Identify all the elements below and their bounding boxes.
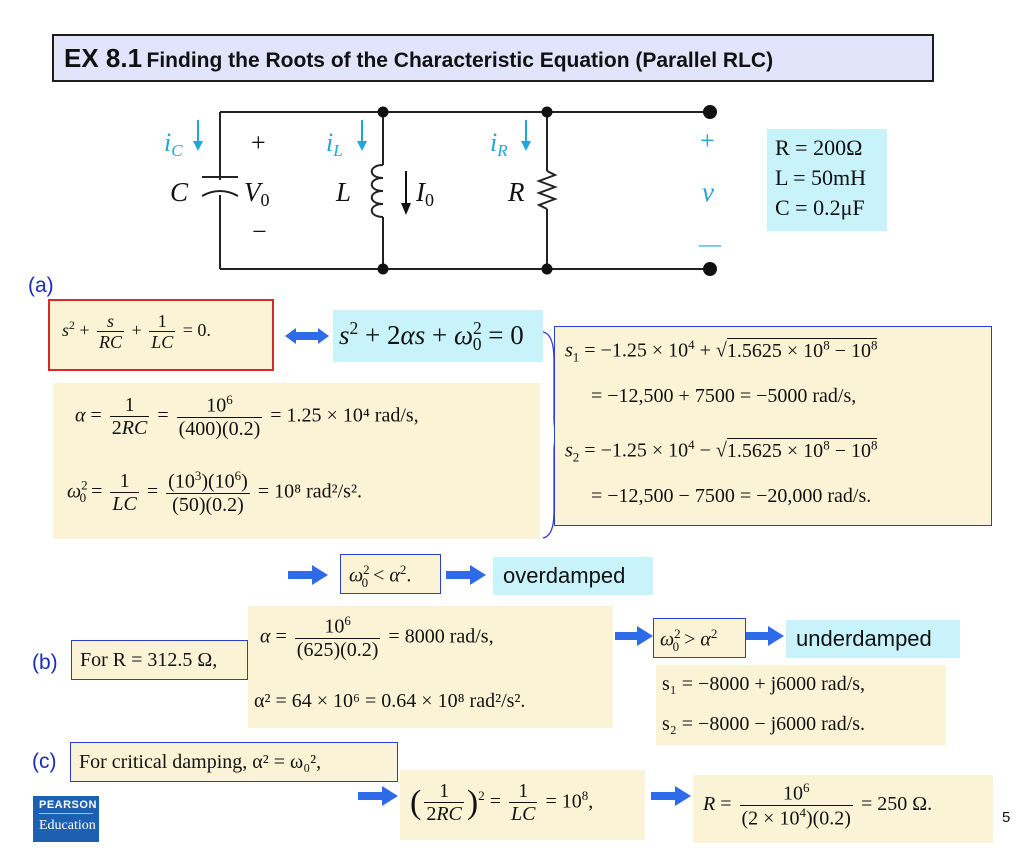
case-b-roots-box [656, 665, 946, 745]
critical-equation-box: ( $\frac{1}{2RC}$ )$^2$ = $\frac{1}{LC}$ = $10^8$, [400, 770, 645, 840]
res-label: R [508, 177, 525, 207]
arrow-icon [358, 786, 398, 806]
s2-line2: = −12,500 − 7500 = −20,000 rad/s. [591, 485, 872, 507]
page-title [64, 43, 773, 74]
c-value: C = 0.2μF [775, 195, 865, 220]
omega-lt-alpha-box: $\omega^2_0 < \alpha^2$. [340, 554, 441, 594]
omega-gt-alpha-box: $\omega^2_0 > \alpha^2$ [653, 618, 746, 658]
part-a-label: (a) [28, 274, 54, 297]
ir-arrow [521, 141, 531, 151]
minus-left: − [252, 217, 267, 246]
critical-text: For critical damping, α² = ω₀², [79, 751, 322, 773]
case-b-box: α = $\frac{10^6}{(625)(0.2)}$ = 8000 rad/s, α² = 64 × 10⁶ = 0.64 × 10⁸ rad²/s². [248, 606, 613, 728]
title-text: Finding the Roots of the Characteristic Equation (Parallel RLC) [146, 49, 774, 72]
terminal-top [703, 105, 717, 119]
critical-r-box: R = $\frac{10^6}{(2 \times 10^4)(0.2)}$ = 250 Ω. [693, 775, 993, 843]
il-arrow [357, 141, 367, 151]
alpha-omega-box: α = $\frac{1}{2RC}$ = $\frac{10^6}{(400)(0.2)}$ = 1.25 × 10⁴ rad/s, $\omega^2_0$ = $\frac{1}{LC}$ = $\frac{(10^3)(10^6)}{(50)(0.2)}$ = 10⁸ rad²/s². [53, 383, 540, 539]
inductor-coil [372, 165, 383, 217]
s2-b: s₂ = −8000 − j6000 rad/s. [662, 713, 866, 735]
roots-box: $s_1 = -1.25 \times 10^4 + √1.5625 \times 10^8 - 10^8$ = −12,500 + 7500 = −5000 rad/s, $s_2 = -1.25 \times 10^4 - √1.5625 \times 10^8 - 10^8$ = −12,500 − 7500 = −20,000 rad/s. [554, 326, 992, 526]
circuit-diagram [140, 95, 740, 285]
alpha-b-result: = 8000 rad/s, [388, 625, 494, 648]
double-arrow-icon [285, 327, 329, 345]
overdamped-label: overdamped [503, 563, 626, 588]
omega-result: = 10⁸ rad²/s². [257, 480, 362, 503]
terminal-bottom [703, 262, 717, 276]
standard-form-box: $s^2 + 2\alpha s + \omega^2_0 = 0$ [333, 310, 543, 362]
title-ex: EX 8.1 [64, 43, 143, 73]
characteristic-equation-box: $s^2$ + $\frac{s}{RC}$ + $\frac{1}{LC}$ = 0. [48, 299, 274, 371]
node-top-2 [542, 107, 553, 118]
s1-line2: = −12,500 + 7500 = −5000 rad/s, [591, 385, 857, 407]
v0-label: V0 [244, 177, 270, 210]
title-box [52, 34, 934, 82]
page-number: 5 [1002, 809, 1011, 826]
node-top-1 [378, 107, 389, 118]
il-label: iL [326, 128, 343, 160]
resistor-zigzag [539, 171, 555, 209]
ind-label: L [336, 177, 352, 207]
node-bottom-2 [542, 264, 553, 275]
node-bottom-1 [378, 264, 389, 275]
arrow-icon [446, 565, 486, 585]
arrow-icon [288, 565, 328, 585]
i0-label: I0 [416, 177, 434, 210]
s1-b: s₁ = −8000 + j6000 rad/s, [662, 673, 866, 695]
l-value: L = 50mH [775, 165, 867, 190]
arrow-icon [651, 786, 691, 806]
underdamped-label: underdamped [796, 626, 932, 651]
cap-label: C [170, 177, 189, 207]
plus-left: + [251, 128, 266, 157]
ic-arrow [193, 141, 203, 151]
r-value: R = 200Ω [775, 135, 863, 160]
v-label: v [702, 177, 714, 207]
i0-arrow [401, 203, 411, 215]
alpha-result: = 1.25 × 10⁴ rad/s, [270, 404, 419, 427]
alpha2-b: α² = 64 × 10⁶ = 0.64 × 10⁸ rad²/s². [254, 690, 526, 712]
component-values-box [767, 129, 887, 231]
part-b-label: (b) [32, 651, 58, 674]
arrow-icon [615, 626, 653, 646]
part-c-label: (c) [32, 750, 57, 773]
for-r-text: For R = 312.5 Ω, [80, 649, 218, 671]
plus-right: + [700, 126, 715, 155]
arrow-icon [746, 626, 784, 646]
pearson-logo: PEARSON Education [33, 796, 99, 842]
ic-label: iC [164, 128, 183, 160]
ir-label: iR [490, 128, 508, 160]
critical-r-result: = 250 Ω. [860, 793, 933, 816]
minus-right: — [699, 231, 721, 256]
